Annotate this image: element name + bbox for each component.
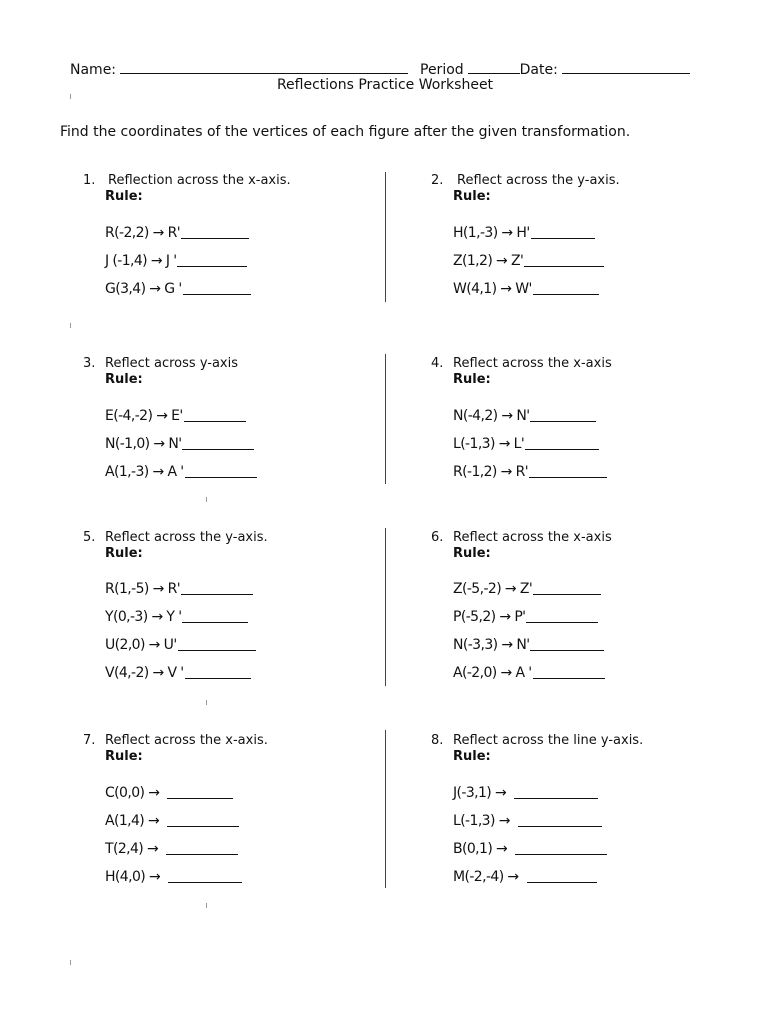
problem-title: Reflect across the x-axis (453, 356, 612, 371)
problem-item: N(-3,3) → N' (453, 636, 604, 653)
answer-blank[interactable] (514, 784, 598, 799)
answer-blank[interactable] (530, 407, 596, 422)
divider (385, 354, 386, 484)
stray-mark (206, 700, 207, 705)
problem-item: C(0,0) → (105, 784, 233, 801)
name-field (70, 59, 408, 78)
answer-blank[interactable] (181, 224, 249, 239)
answer-blank[interactable] (518, 812, 602, 827)
problem-item: H(4,0) → (105, 868, 242, 885)
problem-number: 7. (83, 733, 96, 748)
stray-mark (70, 94, 71, 99)
problem-title: Reflect across the y-axis. (105, 530, 268, 545)
problem-item: L(-1,3) → (453, 812, 602, 829)
name-label: Name: (70, 62, 117, 78)
problem-item: P(-5,2) → P' (453, 608, 598, 625)
problem-item: R(1,-5) → R' (105, 580, 253, 597)
answer-blank[interactable] (182, 435, 254, 450)
problem-item: V(4,-2) → V ' (105, 664, 251, 681)
problem-item: U(2,0) → U' (105, 636, 256, 653)
problem-title: Reflect across the line y-axis. (453, 733, 644, 748)
problem-item: B(0,1) → (453, 840, 607, 857)
problem-item: T(2,4) → (105, 840, 238, 857)
problem-title: Reflect across the x-axis (453, 530, 612, 545)
rule-label: Rule: (105, 546, 143, 561)
problem-item: A(-2,0) → A ' (453, 664, 605, 681)
problem-item: Z(-5,-2) → Z' (453, 580, 601, 597)
problem-number: 8. (431, 733, 444, 748)
divider (385, 528, 386, 686)
divider (385, 730, 386, 888)
problem-number: 5. (83, 530, 96, 545)
answer-blank[interactable] (529, 463, 607, 478)
problem-item: A(1,4) → (105, 812, 239, 829)
stray-mark (70, 323, 71, 328)
rule-label: Rule: (105, 372, 143, 387)
divider (385, 172, 386, 302)
rule-label: Rule: (453, 372, 491, 387)
answer-blank[interactable] (184, 407, 246, 422)
stray-mark (206, 903, 207, 908)
answer-blank[interactable] (524, 252, 604, 267)
answer-blank[interactable] (527, 868, 597, 883)
answer-blank[interactable] (533, 580, 601, 595)
stray-mark (206, 497, 207, 502)
instructions: Find the coordinates of the vertices of each figure after the given transformation. (60, 124, 631, 140)
problem-item: N(-1,0) → N' (105, 435, 254, 452)
rule-label: Rule: (105, 749, 143, 764)
answer-blank[interactable] (526, 608, 598, 623)
answer-blank[interactable] (178, 636, 256, 651)
answer-blank[interactable] (525, 435, 599, 450)
answer-blank[interactable] (167, 812, 239, 827)
date-label: Date: (519, 62, 558, 78)
answer-blank[interactable] (168, 868, 242, 883)
problem-number: 6. (431, 530, 444, 545)
problem-item: A(1,-3) → A ' (105, 463, 257, 480)
problem-title: Reflect across the x-axis. (105, 733, 268, 748)
answer-blank[interactable] (182, 608, 248, 623)
answer-blank[interactable] (533, 280, 599, 295)
problem-number: 4. (431, 356, 444, 371)
answer-blank[interactable] (531, 224, 595, 239)
problem-item: J (-1,4) → J ' (105, 252, 247, 269)
problem-item: J(-3,1) → (453, 784, 598, 801)
problem-item: Z(1,2) → Z' (453, 252, 604, 269)
problem-item: H(1,-3) → H' (453, 224, 595, 241)
answer-blank[interactable] (530, 636, 604, 651)
answer-blank[interactable] (185, 664, 251, 679)
stray-mark (70, 960, 71, 965)
period-date-field (420, 59, 690, 78)
problem-title: Reflection across the x-axis. (108, 173, 291, 188)
problem-item: R(-2,2) → R' (105, 224, 249, 241)
problem-item: L(-1,3) → L' (453, 435, 599, 452)
problem-item: N(-4,2) → N' (453, 407, 596, 424)
answer-blank[interactable] (181, 580, 253, 595)
answer-blank[interactable] (515, 840, 607, 855)
answer-blank[interactable] (167, 784, 233, 799)
problem-item: Y(0,-3) → Y ' (105, 608, 248, 625)
problem-number: 2. (431, 173, 444, 188)
rule-label: Rule: (105, 189, 143, 204)
problem-number: 1. (83, 173, 96, 188)
answer-blank[interactable] (185, 463, 257, 478)
answer-blank[interactable] (533, 664, 605, 679)
problem-item: R(-1,2) → R' (453, 463, 607, 480)
problem-number: 3. (83, 356, 96, 371)
problem-item: W(4,1) → W' (453, 280, 599, 297)
date-blank[interactable] (562, 59, 690, 74)
problem-title: Reflect across y-axis (105, 356, 239, 371)
problem-item: G(3,4) → G ' (105, 280, 251, 297)
page-title: Reflections Practice Worksheet (276, 77, 494, 93)
problem-item: E(-4,-2) → E' (105, 407, 246, 424)
rule-label: Rule: (453, 749, 491, 764)
answer-blank[interactable] (183, 280, 251, 295)
rule-label: Rule: (453, 189, 491, 204)
problem-item: M(-2,-4) → (453, 868, 597, 885)
answer-blank[interactable] (166, 840, 238, 855)
name-blank[interactable] (120, 59, 408, 74)
period-label: Period (420, 62, 464, 78)
problem-title: Reflect across the y-axis. (457, 173, 620, 188)
answer-blank[interactable] (177, 252, 247, 267)
period-blank[interactable] (468, 59, 520, 74)
rule-label: Rule: (453, 546, 491, 561)
